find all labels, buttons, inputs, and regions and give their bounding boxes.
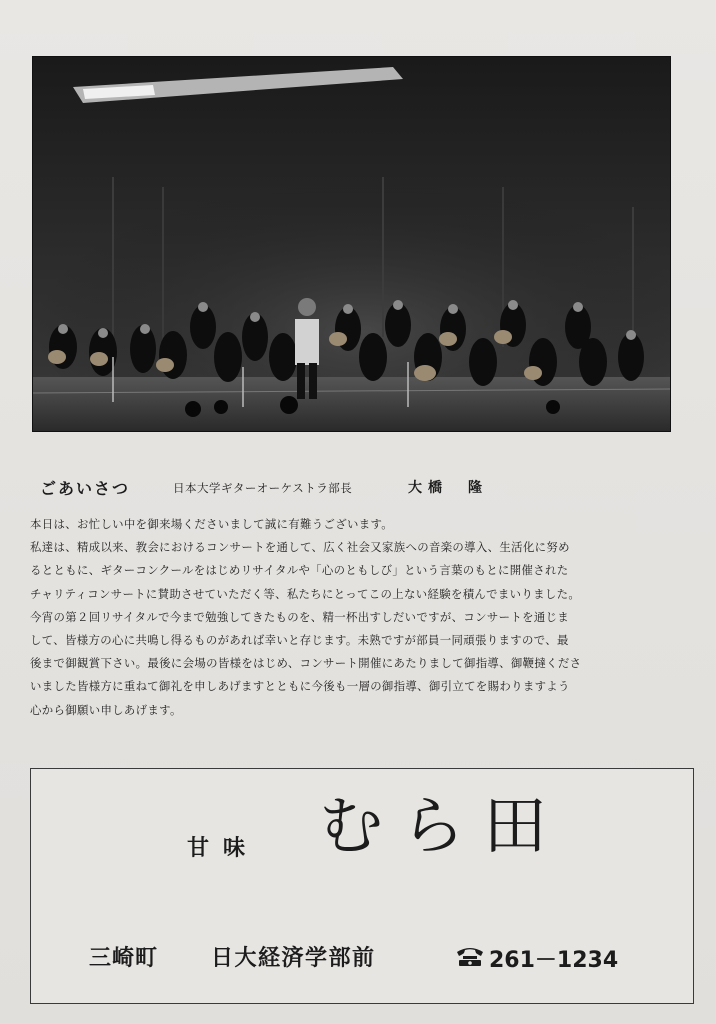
greeting-line: チャリティコンサートに賛助させていただく等、私たちにとってこの上ない経験を積んでまいりました。 [30,586,581,601]
greeting-body [30,513,686,722]
ad-landmark: 日大経済学部前 [211,946,376,971]
author-role: 日本大学ギターオーケストラ部長 [173,481,353,495]
ad-phone [455,943,618,974]
greeting-line: るとともに、ギターコンクールをはじめリサイタルや「心のともしび」という言葉のもとに開催された [30,563,569,578]
ad-location: 三崎町 [89,946,159,971]
greeting-header [40,474,680,500]
ad-category: 甘味 [187,836,260,861]
ad-phone-number: 261－1234 [489,948,619,973]
shop-advertisement [30,768,694,1004]
greeting-line: 後まで御観賞下さい。最後に会場の皆様をはじめ、コンサート開催にあたりまして御指導、御鞭撻くださ [30,656,582,671]
author-name: 大橋 隆 [408,480,488,496]
greeting-title: ごあいさつ [40,479,131,498]
greeting-line: 心から御願い申しあげます。 [30,702,182,717]
concert-photo [32,56,671,432]
telephone-icon [455,945,485,973]
greeting-line: 私達は、精成以来、教会におけるコンサートを通して、広く社会又家族への音楽の導入、生活化に努め [30,540,570,555]
greeting-line: して、皆様方の心に共鳴し得るものがあれば幸いと存じます。未熟ですが部員一同頑張りますので、最 [30,632,569,647]
greeting-line: いました皆様方に重ねて御礼を申しあげますとともに今後も一層の御指導、御引立てを賜わりますよう [30,679,570,694]
greeting-line: 今宵の第２回リサイタルで今まで勉強してきたものを、精一杯出すしだいですが、コンサートを通じま [30,609,570,624]
greeting-line: 本日は、お忙しい中を御来場くださいまして誠に有難うございます。 [30,517,394,531]
ad-shop-name: むら田 [319,790,565,864]
orchestra-stage-image [33,57,670,431]
